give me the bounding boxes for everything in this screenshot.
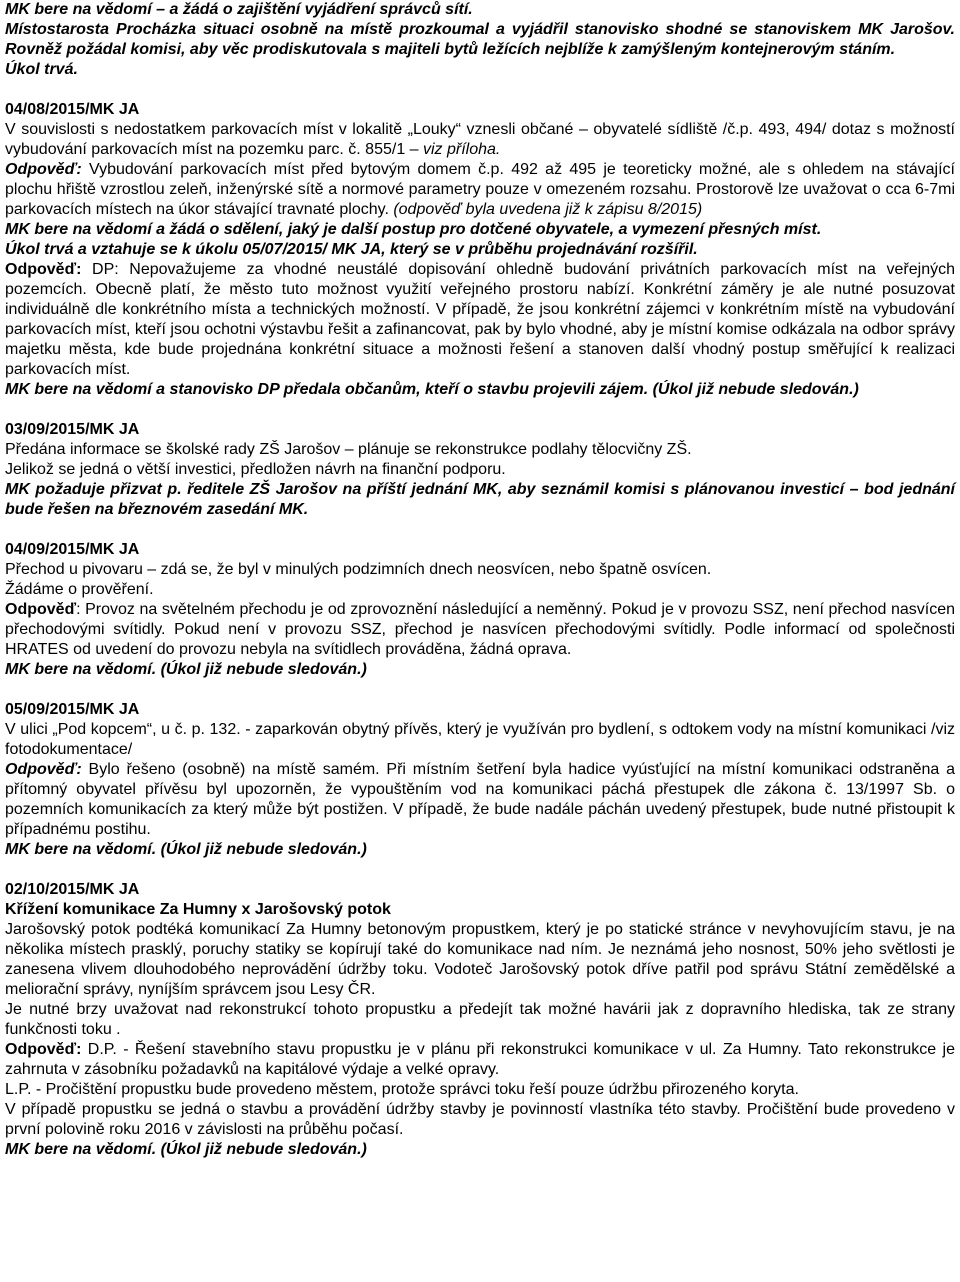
item-text: Předána informace se školské rady ZŠ Jarošov – plánuje se rekonstrukce podlahy tělocvičny ZŠ. — [5, 441, 692, 458]
mk-statement: MK bere na vědomí. (Úkol již nebude sledován.) — [5, 1141, 367, 1158]
answer-paragraph: Odpověď: Vybudování parkovacích míst před bytovým domem č.p. 492 až 495 je teoreticky možné, ale s ohledem na stávající plochu hřiště vzrostlou zeleň, inženýrské sítě a normové parametry pouze v omezeném rozsahu. Prostorově lze uvažovat o cca 6-7mi parkovacích místech na úkor stávající travnaté plochy. (odpověď byla uvedena již k zápisu 8/2015) — [5, 161, 955, 218]
task-status: Úkol trvá. — [5, 61, 78, 78]
mk-statement: Místostarosta Procházka situaci osobně na místě prozkoumal a vyjádřil stanovisko shodné se stanoviskem MK Jarošov. Rovněž požádal komisi, aby věc prodiskutovala s majiteli bytů ležících nejblíže k zamýšleným kontejnerovým stáním. — [5, 21, 955, 58]
item-text: V ulici „Pod kopcem“, u č. p. 132. - zaparkován obytný přívěs, který je využíván pro bydlení, s odtokem vody na místní komunikaci /viz fotodokumentace/ — [5, 721, 955, 758]
item-text: L.P. - Pročištění propustku bude provedeno městem, protože správci toku řeší pouze údržbu přirozeného koryta. — [5, 1081, 799, 1098]
item-text: Je nutné brzy uvažovat nad rekonstrukcí tohoto propustku a předejít tak možné havárii jak z dopravního hlediska, tak ze strany funkčnosti toku . — [5, 1001, 955, 1038]
mk-statement: MK bere na vědomí a žádá o sdělení, jaký je další postup pro dotčené obyvatele, a vymezení přesných míst. — [5, 221, 822, 238]
item-heading: 05/09/2015/MK JA — [5, 701, 140, 718]
mk-statement: MK požaduje přizvat p. ředitele ZŠ Jarošov na příští jednání MK, aby seznámil komisi s plánovanou investicí – bod jednání bude řešen na březnovém zasedání MK. — [5, 481, 955, 518]
answer-paragraph: Odpověď: D.P. - Řešení stavebního stavu propustku je v plánu při rekonstrukci komunikace v ul. Za Humny. Tato rekonstrukce je zahrnuta v zásobníku požadavků na kapitálové výdaje a velké opravy. — [5, 1041, 955, 1078]
item-heading: 03/09/2015/MK JA — [5, 421, 140, 438]
answer-paragraph: Odpověď: Bylo řešeno (osobně) na místě samém. Při místním šetření byla hadice vyúsťující na místní komunikaci odstraněna a přítomný obyvatel přívěsu byl upozorněn, že vypouštěním vod na komunikaci páchá přestupek dle zákona č. 13/1997 Sb. o pozemních komunikacích za který může být postižen. V případě, že bude nadále páchán uvedený přestupek, bude nutné přistoupit k případnému postihu. — [5, 761, 955, 838]
item-subheading: Křížení komunikace Za Humny x Jarošovský potok — [5, 901, 391, 918]
mk-statement: MK bere na vědomí – a žádá o zajištění vyjádření správců sítí. — [5, 1, 473, 18]
item-text: Jelikož se jedná o větší investici, předložen návrh na finanční podporu. — [5, 461, 506, 478]
item-text: Přechod u pivovaru – zdá se, že byl v minulých podzimních dnech neosvícen, nebo špatně osvícen. — [5, 561, 712, 578]
answer-paragraph: Odpověď: DP: Nepovažujeme za vhodné neustálé dopisování ohledně budování privátních parkovacích míst na veřejných pozemcích. Obecně platí, že město tuto možnost využití veřejného prostoru nabízí. Konkrétní záměry je ale nutné posuzovat individuálně dle konkrétního místa a technických možností. V případě, že jsou konkrétní zájemci v konkrétním místě na vybudování parkovacích míst, kteří jsou ochotni výstavbu řešit a zafinancovat, pak by bylo vhodné, aby je místní komise odkázala na odbor správy majetku města, kde bude projednána konkrétní situace a možnosti řešení a stanoven další vhodný postup směřující k realizaci parkovacích míst. — [5, 261, 955, 378]
item-text: Žádáme o prověření. — [5, 581, 154, 598]
item-heading: 04/08/2015/MK JA — [5, 101, 140, 118]
mk-statement: MK bere na vědomí. (Úkol již nebude sledován.) — [5, 661, 367, 678]
item-heading: 02/10/2015/MK JA — [5, 881, 140, 898]
mk-statement: MK bere na vědomí. (Úkol již nebude sledován.) — [5, 841, 367, 858]
item-text: V souvislosti s nedostatkem parkovacích míst v lokalitě „Louky“ vznesli občané – obyvatelé sídliště /č.p. 493, 494/ dotaz s možností vybudování parkovacích míst na pozemku parc. č. 855/1 – viz příloha. — [5, 121, 955, 158]
item-text: Jarošovský potok podtéká komunikací Za Humny betonovým propustkem, který je po statické stránce v nevyhovujícím stavu, je na několika místech prasklý, poruchy statiky se kopírují také do komunikace nad ním. Je neznámá jeho nosnost, 50% jeho světlosti je zanesena vlivem dlouhodobého neprovádění údržby toku. Vodoteč Jarošovský potok dříve patřil pod správu Státní zemědělské a meliorační správy, nyníjším správcem jsou Lesy ČR. — [5, 921, 955, 998]
item-heading: 04/09/2015/MK JA — [5, 541, 140, 558]
answer-paragraph: Odpověď: Provoz na světelném přechodu je od zprovoznění následující a neměnný. Pokud je v provozu SSZ, není přechod nasvícen přechodovými svítidly. Pokud není v provozu SSZ, přechod je nasvícen přechodovými svítidly. Podle informací od společnosti HRATES od uvedení do provozu nebyla na svítidlech prováděna, žádná oprava. — [5, 601, 955, 658]
item-text: V případě propustku se jedná o stavbu a provádění údržby stavby je povinností vlastníka této stavby. Pročištění bude provedeno v první polovině roku 2016 v závislosti na průběhu počasí. — [5, 1101, 955, 1138]
task-status: Úkol trvá a vztahuje se k úkolu 05/07/2015/ MK JA, který se v průběhu projednávání rozšířil. — [5, 241, 698, 258]
mk-statement: MK bere na vědomí a stanovisko DP předala občanům, kteří o stavbu projevili zájem. (Úkol již nebude sledován.) — [5, 381, 859, 398]
